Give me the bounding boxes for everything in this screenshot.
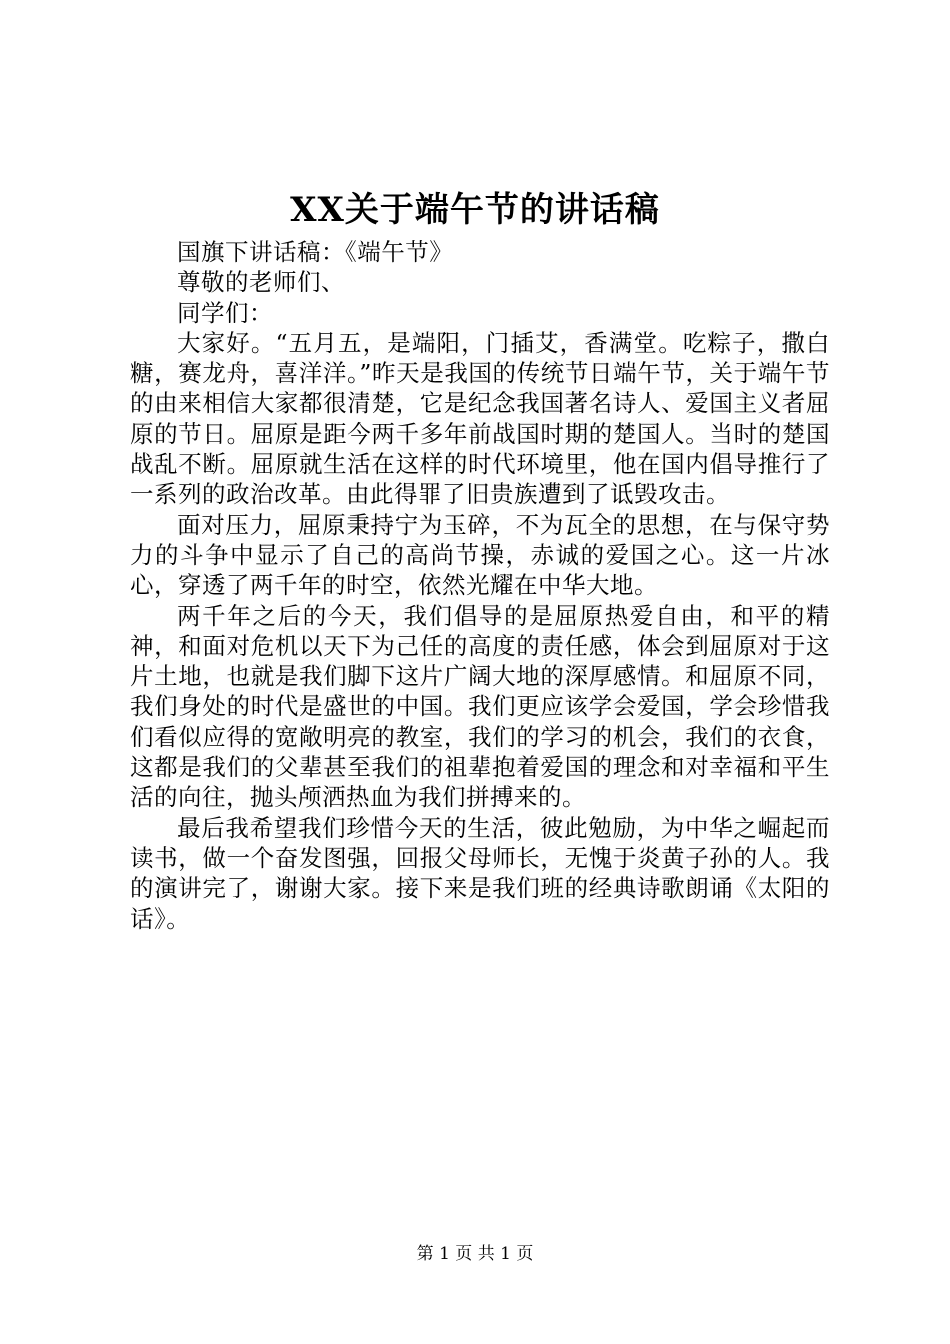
paragraph-body-1: 大家好。“五月五，是端阳，门插艾，香满堂。吃粽子，撒白糖，赛龙舟，喜洋洋。”昨天是我国的传统节日端午节，关于端午节的由来相信大家都很清楚，它是纪念我国著名诗人、爱国主义者屈原的节日。屈原是距今两千多年前战国时期的楚国人。当时的楚国战乱不断。屈原就生活在这样的时代环境里，他在国内倡导推行了一系列的政治改革。由此得罪了旧贵族遭到了诋毁攻击。 — [130, 328, 830, 509]
paragraph-greeting-students: 同学们： — [177, 298, 273, 327]
paragraph-body-3: 两千年之后的今天，我们倡导的是屈原热爱自由，和平的精神，和面对危机以天下为己任的高度的责任感，体会到屈原对于这片土地，也就是我们脚下这片广阔大地的深厚感情。和屈原不同，我们身处的时代是盛世的中国。我们更应该学会爱国，学会珍惜我们看似应得的宽敞明亮的教室，我们的学习的机会，我们的衣食，这都是我们的父辈甚至我们的祖辈抱着爱国的理念和对幸福和平生活的向往，抛头颅洒热血为我们拼搏来的。 — [130, 601, 830, 812]
paragraph-body-4: 最后我希望我们珍惜今天的生活，彼此勉励，为中华之崛起而读书，做一个奋发图强，回报父母师长，无愧于炎黄子孙的人。我的演讲完了，谢谢大家。接下来是我们班的经典诗歌朗诵《太阳的话》。 — [130, 813, 830, 933]
paragraph-greeting-teachers: 尊敬的老师们、 — [177, 268, 345, 297]
paragraph-speech-title: 国旗下讲话稿：《端午节》 — [177, 238, 454, 266]
document-body — [130, 237, 830, 934]
document-title: XX关于端午节的讲话稿 — [290, 190, 660, 230]
page-number-footer: 第 1 页 共 1 页 — [416, 1244, 534, 1264]
paragraph-body-2: 面对压力，屈原秉持宁为玉碎，不为瓦全的思想，在与保守势力的斗争中显示了自己的高尚节操，赤诚的爱国之心。这一片冰心，穿透了两千年的时空，依然光耀在中华大地。 — [130, 510, 830, 600]
